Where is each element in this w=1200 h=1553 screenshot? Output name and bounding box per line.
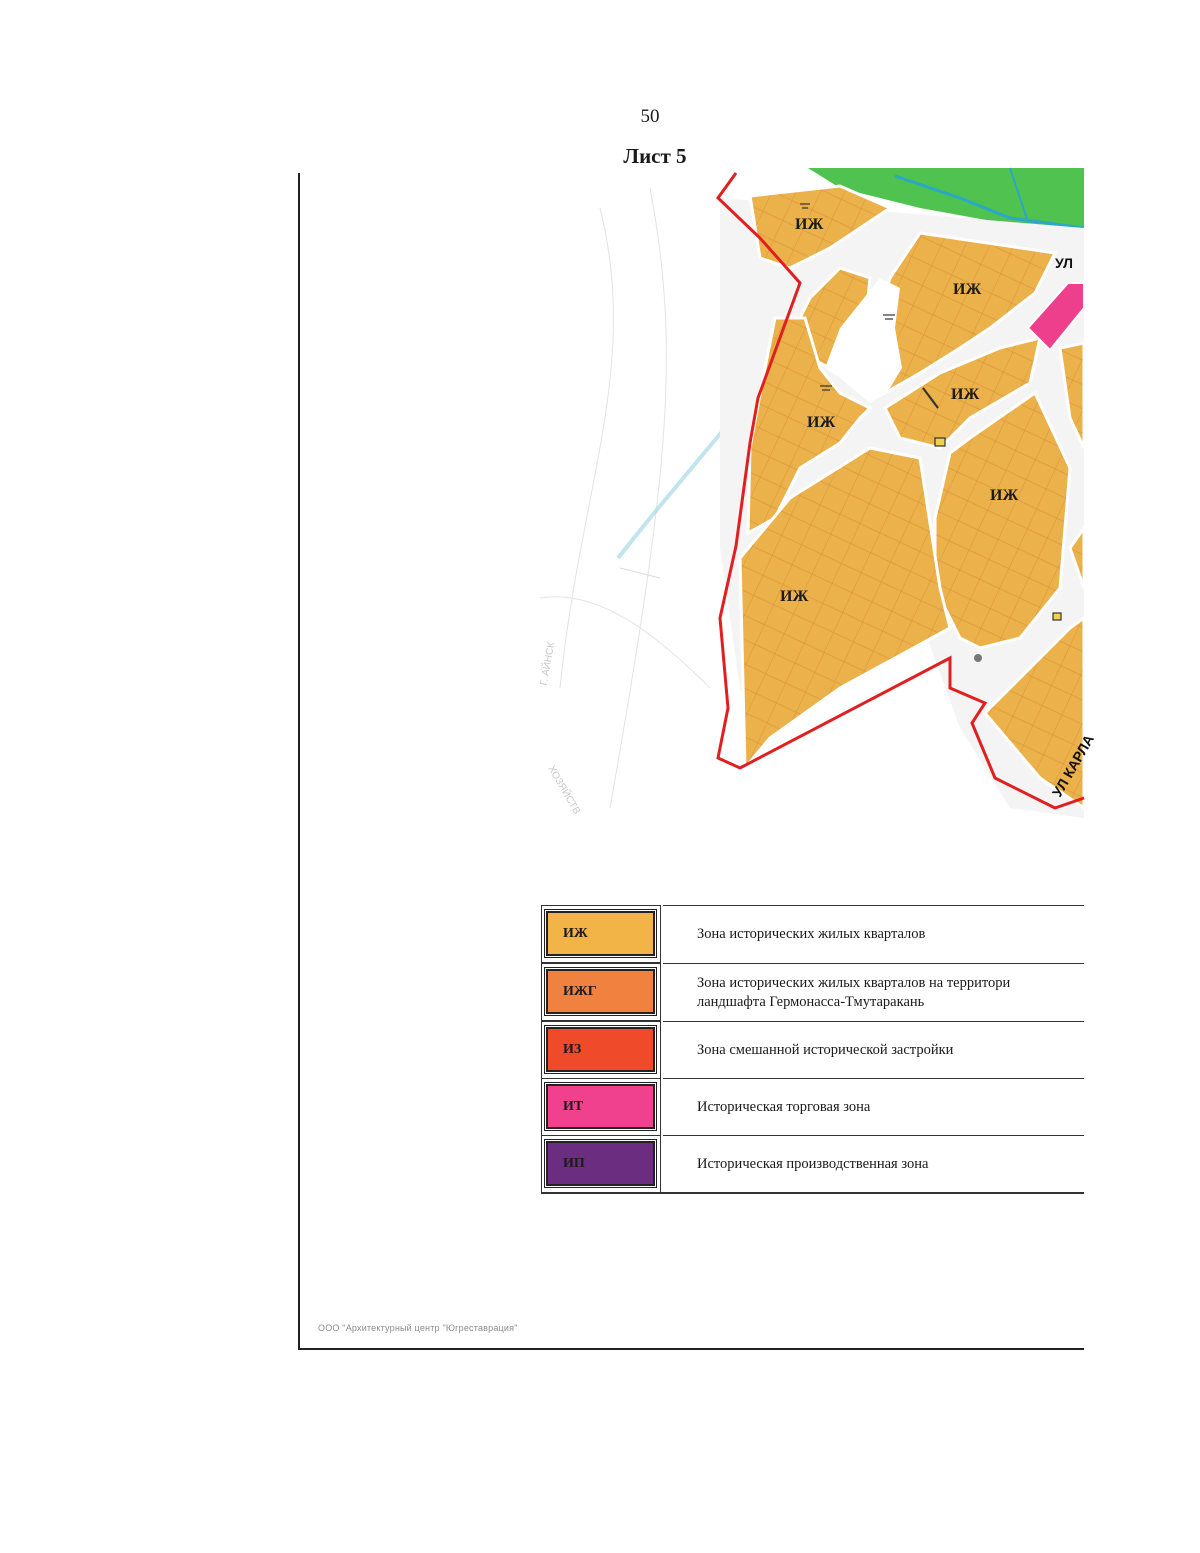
street-label-diagonal: УЛ КАРЛА (1048, 731, 1098, 800)
legend-swatch-cell (541, 1078, 661, 1136)
frame-bottom-border (298, 1348, 1084, 1350)
zone-label: ИЖ (953, 281, 982, 298)
legend-row (541, 1021, 1084, 1079)
legend-swatch: ИЖ (546, 911, 655, 956)
legend-row (541, 1135, 1084, 1193)
legend-swatch-cell (541, 1021, 661, 1079)
legend-description: Зона исторических жилых кварталов на территори ландшафта Гермонасса-Тмутаракань (663, 963, 1084, 1021)
legend-swatch: ИТ (546, 1084, 655, 1129)
faint-street-label: Г. АЙНСК (538, 641, 558, 687)
legend-swatch: ИЖГ (546, 969, 655, 1014)
zone-label: ИЖ (780, 588, 809, 605)
footer-organization: ООО "Архитектурный центр "Югреставрация" (318, 1323, 518, 1333)
legend-description: Зона исторических жилых кварталов (663, 905, 1084, 963)
background-map-lines (540, 188, 710, 808)
zone-label: ИЖ (951, 386, 980, 403)
zoning-map (538, 168, 1098, 858)
legend-row (541, 963, 1084, 1021)
street-label: УЛ (1055, 255, 1073, 271)
legend-swatch: ИП (546, 1141, 655, 1186)
sheet-title: Лист 5 (623, 144, 687, 168)
legend-swatch-cell (541, 963, 661, 1021)
zone-label: ИЖ (807, 414, 836, 431)
legend-bottom-border (541, 1192, 1084, 1194)
legend-description: Историческая производственная зона (663, 1135, 1084, 1193)
page-number: 50 (640, 106, 660, 127)
legend-swatch-cell (541, 1135, 661, 1193)
stream-line (618, 428, 725, 558)
legend-description: Зона смешанной исторической застройки (663, 1021, 1084, 1079)
legend-row (541, 1078, 1084, 1136)
frame-left-border (298, 173, 300, 1350)
legend-swatch: ИЗ (546, 1027, 655, 1072)
legend-row (541, 905, 1084, 963)
legend-description: Историческая торговая зона (663, 1078, 1084, 1136)
legend-swatch-cell (541, 905, 661, 963)
zone-label: ИЖ (795, 216, 824, 233)
faint-street-label-2: ХОЗЯЙСТВ (545, 764, 582, 817)
legend-table (541, 905, 1084, 1193)
zone-label: ИЖ (990, 487, 1019, 504)
